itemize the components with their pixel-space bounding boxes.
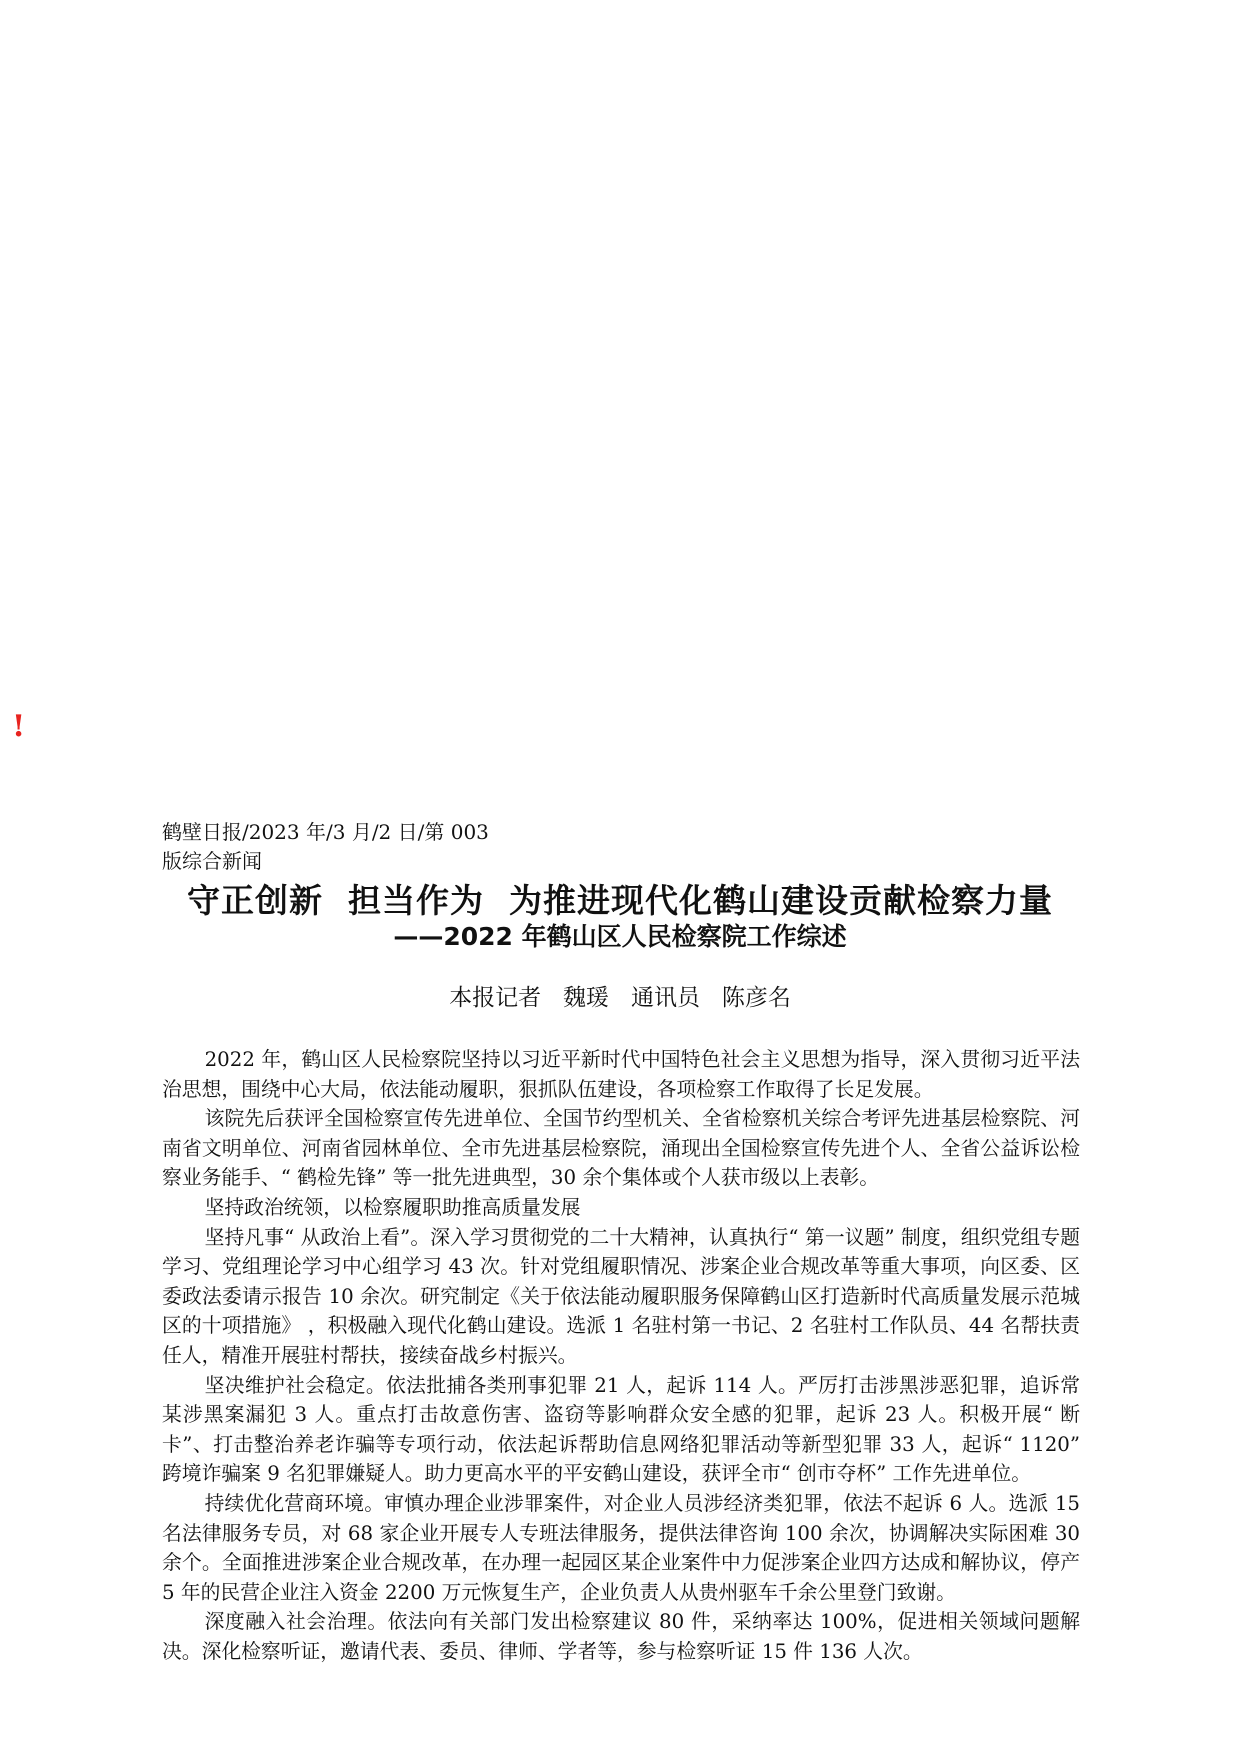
byline: 本报记者 魏瑗 通讯员 陈彦名: [449, 985, 791, 1011]
paragraph-intro: 2022 年，鹤山区人民检察院坚持以习近平新时代中国特色社会主义思想为指导，深入贯彻习近平法治思想，围绕中心大局，依法能动履职，狠抓队伍建设，各项检察工作取得了长足发展。: [162, 1048, 1080, 1101]
source-line-1: 鹤壁日报/2023 年/3 月/2 日/第 003: [162, 820, 489, 844]
article-title: 守正创新 担当作为 为推进现代化鹤山建设贡献检察力量: [187, 881, 1053, 920]
section-heading: 坚持政治统领，以检察履职助推高质量发展: [204, 1195, 581, 1219]
paragraph-governance: 深度融入社会治理。依法向有关部门发出检察建议 80 件，采纳率达 100%，促进相关领域问题解决。深化检察听证，邀请代表、委员、律师、学者等，参与检察听证 15 件 136 人次。: [162, 1610, 1080, 1663]
paragraph-honors: 该院先后获评全国检察宣传先进单位、全国节约型机关、全省检察机关综合考评先进基层检察院、河南省文明单位、河南省园林单位、全市先进基层检察院，涌现出全国检察宣传先进个人、全省公益诉讼检察业务能手、“ 鹤检先锋” 等一批先进典型，30 余个集体或个人获市级以上表彰。: [162, 1107, 1080, 1190]
article-subtitle: ——2022 年鹤山区人民检察院工作综述: [393, 922, 847, 951]
source-line: [162, 818, 522, 876]
paragraph-business: 持续优化营商环境。审慎办理企业涉罪案件，对企业人员涉经济类犯罪，依法不起诉 6 人。选派 15 名法律服务专员，对 68 家企业开展专人专班法律服务，提供法律咨询 100 余次，协调解决实际困难 30 余个。全面推进涉案企业合规改革，在办理一起园区某企业案件中力促涉案企业四方达成和解协议，停产 5 年的民营企业注入资金 2200 万元恢复生产，企业负责人从贵州驱车千余公里登门致谢。: [162, 1491, 1080, 1604]
article-body: [162, 1045, 1080, 1666]
source-line-2: 版综合新闻: [162, 849, 262, 873]
paragraph-politics: 坚持凡事“ 从政治上看”。深入学习贯彻党的二十大精神，认真执行“ 第一议题” 制度，组织党组专题学习、党组理论学习中心组学习 43 次。针对党组履职情况、涉案企业合规改革等重大事项，向区委、区委政法委请示报告 10 余次。研究制定《关于依法能动履职服务保障鹤山区打造新时代高质量发展示范城区的十项措施》 ，积极融入现代化鹤山建设。选派 1 名驻村第一书记、2 名驻村工作队员、44 名帮扶责任人，精准开展驻村帮扶，接续奋战乡村振兴。: [162, 1225, 1080, 1367]
red-exclamation-mark: !: [12, 709, 26, 744]
paragraph-stability: 坚决维护社会稳定。依法批捕各类刑事犯罪 21 人，起诉 114 人。严厉打击涉黑涉恶犯罪，追诉常某涉黑案漏犯 3 人。重点打击故意伤害、盗窃等影响群众安全感的犯罪，起诉 23 人。积极开展“ 断卡”、打击整治养老诈骗等专项行动，依法起诉帮助信息网络犯罪活动等新型犯罪 33 人，起诉“ 1120” 跨境诈骗案 9 名犯罪嫌疑人。助力更高水平的平安鹤山建设，获评全市“ 创市夺杯” 工作先进单位。: [162, 1373, 1080, 1486]
